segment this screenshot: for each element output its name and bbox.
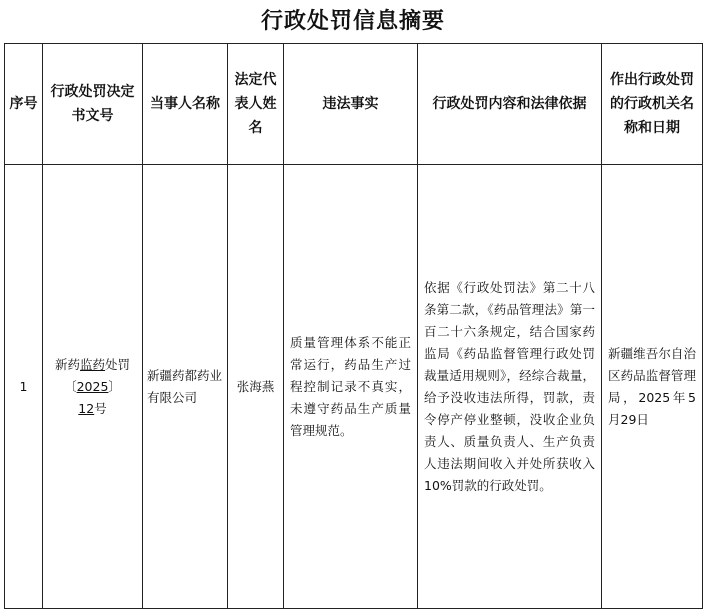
cell-seq: 1 — [5, 165, 43, 609]
header-doc-no: 行政处罚决定书文号 — [43, 44, 143, 165]
penalty-table — [4, 43, 703, 609]
cell-rep: 张海燕 — [228, 165, 284, 609]
header-authority: 作出行政处罚的行政机关名称和日期 — [602, 44, 703, 165]
cell-facts: 质量管理体系不能正常运行，药品生产过程控制记录不真实，未遵守药品生产质量管理规范。 — [284, 165, 418, 609]
header-party: 当事人名称 — [143, 44, 228, 165]
header-content: 行政处罚内容和法律依据 — [418, 44, 602, 165]
header-row — [5, 44, 703, 165]
cell-content: 依据《行政处罚法》第二十八条第二款，《药品管理法》第一百二十六条规定，结合国家药监局《药品监督管理行政处罚裁量适用规则》，经综合裁量，给予没收违法所得，罚款，责令停产停业整顿，没收企业负责人、质量负责人、生产负责人违法期间收入并处所获收入10%罚款的行政处罚。 — [418, 165, 602, 609]
doc-no-close: 〕 — [108, 378, 121, 394]
doc-no-mid: 处罚〔 — [64, 356, 131, 394]
header-facts: 违法事实 — [284, 44, 418, 165]
header-rep: 法定代表人姓名 — [228, 44, 284, 165]
table-row — [5, 165, 703, 609]
cell-party: 新疆药都药业有限公司 — [143, 165, 228, 609]
cell-authority: 新疆维吾尔自治区药品监督管理局，2025年5月29日 — [602, 165, 703, 609]
doc-no-year: 2025 — [76, 378, 109, 394]
doc-no-prefix: 新药 — [54, 356, 80, 372]
doc-no-num: 12 — [78, 400, 95, 416]
doc-no-underlined: 监药 — [79, 356, 105, 372]
doc-no-suffix: 号 — [94, 400, 107, 416]
header-seq: 序号 — [5, 44, 43, 165]
page-title: 行政处罚信息摘要 — [260, 8, 445, 34]
cell-doc-no — [43, 165, 143, 609]
